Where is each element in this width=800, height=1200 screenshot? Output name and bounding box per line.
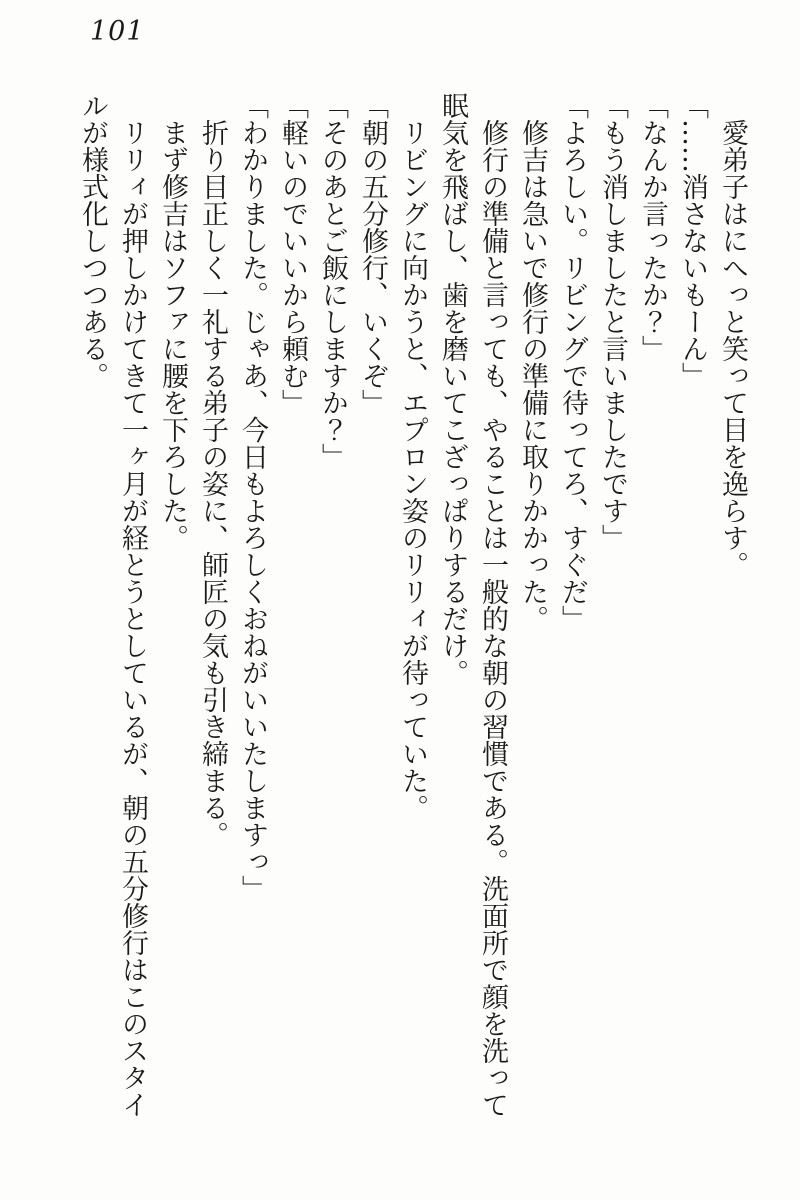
paragraph: 折り目正しく一礼する弟子の姿に、師匠の気も引き締まる。 [197,119,228,848]
paragraph: 「よろしい。リビングで待ってろ、すぐだ」 [557,92,588,632]
paragraph: 「……消さないもーん」 [677,92,708,389]
paragraph: 「軽いのでいいから頼む」 [277,92,308,416]
paragraph: 愛弟子はにへっと笑って目を逸らす。 [717,119,748,578]
paragraph: 修吉は急いで修行の準備に取りかかった。 [517,119,548,632]
paragraph: リリィが押しかけてきて一ヶ月が経とうとしているが、朝の五分修行はこのスタイルが様式化しつつある。 [77,92,148,1118]
paragraph: 「わかりました。じゃあ、今日もよろしくおねがいいたしますっ」 [237,92,268,902]
paragraph: 「もう消しましたと言いましたです」 [597,92,628,551]
paragraph: 修行の準備と言っても、やることは一般的な朝の習慣である。洗面所で顔を洗って眠気を飛ばし、歯を磨いてこざっぱりするだけ。 [437,92,508,1118]
vertical-text-block [68,92,752,1124]
paragraph: まず修吉はソファに腰を下ろした。 [157,119,188,551]
paragraph: 「なんか言ったか？」 [637,92,668,362]
page-number: 101 [90,16,145,47]
paragraph: 「朝の五分修行、いくぞ」 [357,92,388,416]
paragraph: リビングに向かうと、エプロン姿のリリィが待っていた。 [397,119,428,821]
paragraph: 「そのあとご飯にしますか？」 [317,92,348,470]
